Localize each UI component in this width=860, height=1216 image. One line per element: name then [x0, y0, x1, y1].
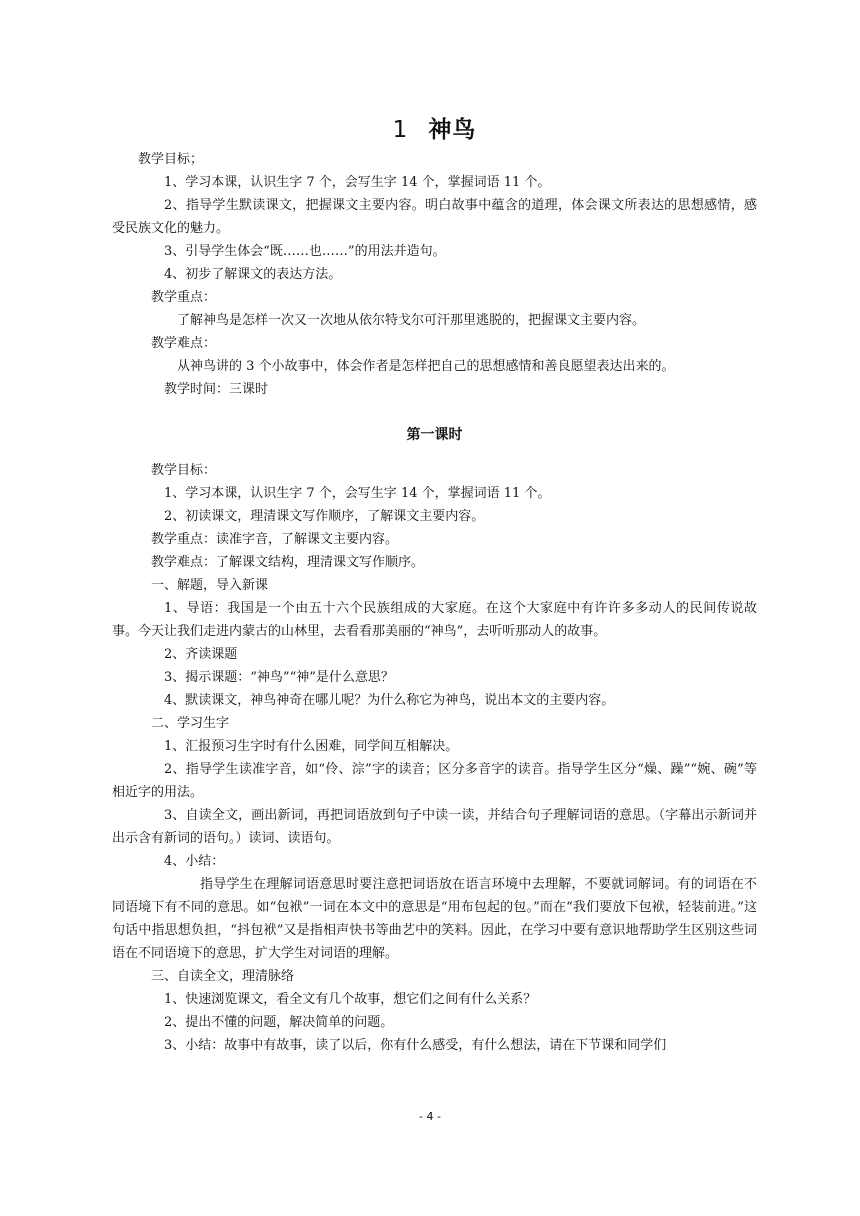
paragraph: 教学时间：三课时: [164, 382, 269, 397]
paragraph: 二、学习生字: [151, 716, 230, 731]
paragraph: 2、齐读课题: [164, 647, 238, 662]
paragraph: 1、汇报预习生字时有什么困难，同学间互相解决。: [164, 739, 459, 754]
paragraph: 教学难点：了解课文结构，理清课文写作顺序。: [151, 555, 425, 570]
paragraph: 教学重点：: [151, 290, 217, 305]
lesson-number: 1: [392, 117, 409, 143]
paragraph: 3、自读全文，画出新词，再把词语放到句子中读一读，并结合句子理解词语的意思。（字幕出示新词并出示含有新词的语句。）读词、读语句。: [112, 808, 757, 846]
page-number: - 4 -: [419, 1110, 441, 1123]
paragraph: 4、默读课文，神鸟神奇在哪儿呢？为什么称它为神鸟，说出本文的主要内容。: [164, 693, 615, 708]
paragraph: 2、指导学生读准字音，如“伶、淙”字的读音；区分多音字的读音。指导学生区分“燥、躁”“婉、碗”等相近字的用法。: [112, 762, 757, 800]
paragraph: 教学难点：: [151, 336, 217, 351]
paragraph: 1、学习本课，认识生字 7 个，会写生字 14 个，掌握词语 11 个。: [164, 486, 551, 501]
paragraph: 了解神鸟是怎样一次又一次地从依尔特戈尔可汗那里逃脱的，把握课文主要内容。: [177, 313, 646, 328]
paragraph: 1、快速浏览课文，看全文有几个故事，想它们之间有什么关系？: [164, 992, 537, 1007]
paragraph: 从神鸟讲的 3 个小故事中，体会作者是怎样把自己的思想感情和善良愿望表达出来的。: [177, 359, 675, 374]
paragraph: 教学重点：读准字音，了解课文主要内容。: [151, 532, 399, 547]
paragraph: 3、揭示课题：“神鸟”“神”是什么意思？: [164, 670, 394, 685]
paragraph: 4、初步了解课文的表达方法。: [164, 267, 342, 282]
document-body: [112, 112, 757, 1057]
section-title: 第一课时: [406, 427, 463, 443]
paragraph: 教学目标；: [138, 152, 204, 167]
paragraph: 指导学生在理解词语意思时要注意把词语放在语言环境中去理解，不要就词解词。有的词语在不同语境下有不同的意思。如“包袱”一词在本文中的意思是“用布包起的包。”而在“我们要放下包袱，轻装前进。”这句话中指思想负担，“抖包袱”又是指相声快书等曲艺中的笑料。因此，在学习中要有意识地帮助学生区别这些词语在不同语境下的意思，扩大学生对词语的理解。: [112, 877, 757, 961]
paragraph: 2、初读课文，理清课文写作顺序，了解课文主要内容。: [164, 509, 485, 524]
paragraph: 2、指导学生默读课文，把握课文主要内容。明白故事中蕴含的道理，体会课文所表达的思想感情，感受民族文化的魅力。: [112, 198, 757, 236]
lesson-title: [112, 112, 757, 148]
paragraph: 一、解题，导入新课: [151, 578, 269, 593]
paragraph: 3、小结：故事中有故事，读了以后，你有什么感受，有什么想法，请在下节课和同学们: [164, 1038, 667, 1053]
paragraph: 教学目标：: [151, 463, 217, 478]
paragraph: 4、小结：: [164, 854, 225, 869]
lesson-title-text: 神鸟: [428, 117, 477, 143]
paragraph: 1、学习本课，认识生字 7 个，会写生字 14 个，掌握词语 11 个。: [164, 175, 551, 190]
paragraph: 3、引导学生体会“既……也……”的用法并造句。: [164, 244, 446, 259]
paragraph: 2、提出不懂的问题，解决简单的问题。: [164, 1015, 394, 1030]
paragraph: 1、导语：我国是一个由五十六个民族组成的大家庭。在这个大家庭中有许许多多动人的民间传说故事。今天让我们走进内蒙古的山林里，去看看那美丽的“神鸟”，去听听那动人的故事。: [112, 601, 757, 639]
paragraph: 三、自读全文，理清脉络: [151, 969, 295, 984]
